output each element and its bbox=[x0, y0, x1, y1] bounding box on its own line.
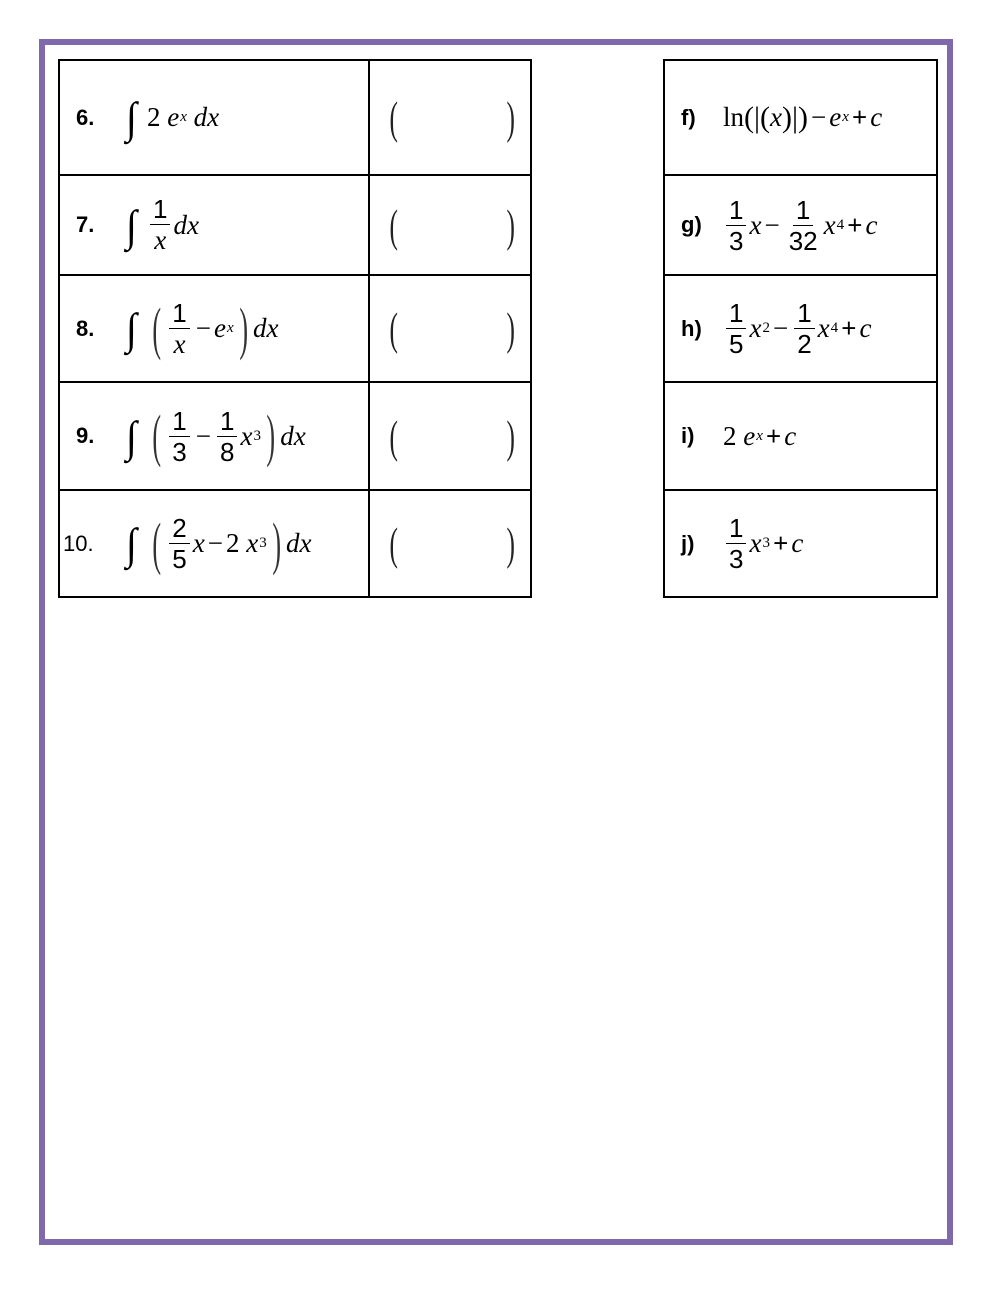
answer-blank[interactable] bbox=[369, 382, 531, 490]
answer-letter: h) bbox=[681, 315, 702, 341]
answer-letter: g) bbox=[681, 212, 702, 237]
close-paren: ) bbox=[506, 92, 515, 143]
questions-table bbox=[58, 59, 532, 598]
answer-cell bbox=[664, 175, 937, 275]
open-paren: ( bbox=[389, 92, 398, 143]
question-cell bbox=[59, 490, 369, 597]
answer-expression: ln (|( x )|) − e x + c bbox=[723, 100, 883, 134]
question-expression: ∫ ( $\frac{1}{3}$ − $\frac{1}{8}$ x 3 ) dx bbox=[126, 403, 306, 468]
question-number: 6. bbox=[76, 104, 95, 130]
answer-blank[interactable] bbox=[369, 175, 531, 275]
answer-expression: $\frac{1}{3}$ x − $\frac{1}{32}$ x 4 + c bbox=[723, 197, 877, 254]
question-expression: ∫ $\frac{1}{x}$ dx bbox=[126, 194, 199, 255]
question-row-8 bbox=[59, 275, 531, 382]
answers-table bbox=[663, 59, 938, 598]
answer-row-f bbox=[664, 60, 937, 175]
question-expression: ∫ ( $\frac{2}{5}$ x − 2 x 3 ) dx bbox=[126, 510, 312, 576]
open-paren: ( bbox=[389, 518, 398, 569]
answer-cell bbox=[664, 382, 937, 490]
question-cell bbox=[59, 175, 369, 275]
close-paren: ) bbox=[506, 410, 515, 462]
answer-row-i bbox=[664, 382, 937, 490]
question-expression: ∫ ( $\frac{1}{x}$ − e x ) dx bbox=[126, 295, 279, 361]
answer-expression: $\frac{1}{3}$ x 3 + c bbox=[723, 515, 803, 572]
open-paren: ( bbox=[389, 410, 398, 462]
question-row-7 bbox=[59, 175, 531, 275]
close-paren: ) bbox=[506, 199, 515, 251]
answer-letter: j) bbox=[681, 530, 695, 556]
question-row-10 bbox=[59, 490, 531, 597]
question-cell bbox=[59, 382, 369, 490]
question-cell bbox=[59, 60, 369, 175]
answer-row-g bbox=[664, 175, 937, 275]
question-number: 9. bbox=[76, 423, 95, 448]
close-paren: ) bbox=[506, 518, 515, 569]
answer-cell bbox=[664, 490, 937, 597]
question-row-6 bbox=[59, 60, 531, 175]
answer-cell bbox=[664, 275, 937, 382]
answer-letter: i) bbox=[681, 423, 695, 448]
answer-blank[interactable] bbox=[369, 60, 531, 175]
answer-letter: f) bbox=[681, 104, 696, 130]
question-cell bbox=[59, 275, 369, 382]
question-number: 8. bbox=[76, 315, 95, 341]
answer-cell bbox=[664, 60, 937, 175]
question-row-9 bbox=[59, 382, 531, 490]
question-number: 7. bbox=[76, 212, 95, 237]
open-paren: ( bbox=[389, 303, 398, 354]
close-paren: ) bbox=[506, 303, 515, 354]
open-paren: ( bbox=[389, 199, 398, 251]
question-number: 10. bbox=[63, 530, 94, 556]
question-expression: ∫ 2 e x dx bbox=[126, 92, 220, 143]
answer-row-j bbox=[664, 490, 937, 597]
answer-row-h bbox=[664, 275, 937, 382]
answer-expression: 2 e x + c bbox=[723, 420, 797, 451]
answer-blank[interactable] bbox=[369, 275, 531, 382]
answer-blank[interactable] bbox=[369, 490, 531, 597]
answer-expression: $\frac{1}{5}$ x 2 − $\frac{1}{2}$ x 4 + c bbox=[723, 300, 872, 357]
